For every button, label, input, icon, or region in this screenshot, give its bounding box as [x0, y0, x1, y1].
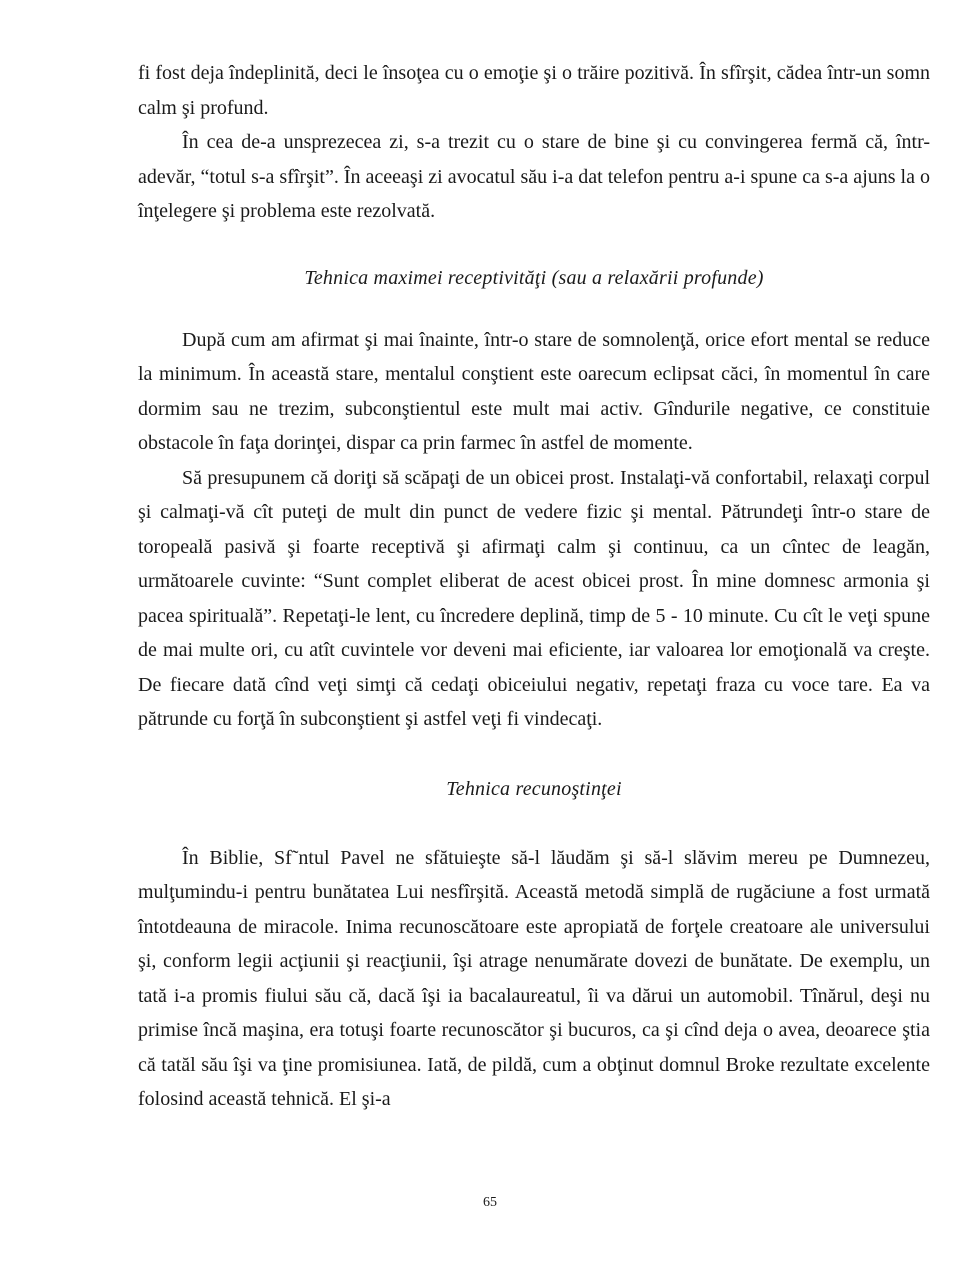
paragraph: În cea de-a unsprezecea zi, s-a trezit cu o stare de bine şi cu convingerea fermă că, într-adevăr, “totul s-a sfîrşit”. În aceeaşi zi avocatul său i-a dat telefon pentru a-i spune ca s-a ajuns la o înţelegere şi problema este rezolvată.	[138, 131, 930, 222]
paragraph: Să presupunem că doriţi să scăpaţi de un obicei prost. Instalaţi-vă confortabil, relaxaţi corpul şi calmaţi-vă cît puteţi de mult din punct de vedere fizic şi mental. Pătrundeţi într-o stare de toropeală pasivă şi foarte receptivă şi afirmaţi calm şi continuu, ca un cîntec de leagăn, următoarele cuvinte: “Sunt complet eliberat de acest obicei prost. În mine domnesc armonia şi pacea spirituală”. Repetaţi-le lent, cu încredere deplină, timp de 5 - 10 minute. Cu cît le veţi spune de mai multe ori, cu atît cuvintele vor deveni mai eficiente, iar valoarea lor emoţională va creşte. De fiecare dată cînd veţi simţi că cedaţi obiceiului negativ, repetaţi fraza cu voce tare. Ea va pătrunde cu forţă în subconştient şi astfel veţi fi vindecaţi.	[138, 466, 930, 730]
paragraph: După cum am afirmat şi mai înainte, într-o stare de somnolenţă, orice efort mental se reduce la minimum. În această stare, mentalul conştient este oarecum eclipsat căci, în momentul în care dormim sau ne trezim, subconştientul este mult mai activ. Gîndurile negative, ce constituie obstacole în faţa dorinţei, dispar ca prin farmec în astfel de momente.	[138, 328, 930, 454]
section-heading: Tehnica maximei receptivităţi (sau a relaxării profunde)	[304, 266, 764, 289]
section-heading: Tehnica recunoştinţei	[446, 777, 622, 800]
page-body	[138, 56, 930, 1117]
paragraph: În Biblie, Sf˜ntul Pavel ne sfătuieşte să-l lăudăm şi să-l slăvim mereu pe Dumnezeu, mulţumindu-i pentru bunătatea Lui nesfîrşită. Această metodă simplă de rugăciune a fost urmată întotdeauna de miracole. Inima recunoscătoare este apropiată de forţele creatoare ale universului şi, conform legii acţiunii şi reacţiunii, îşi atrage nenumărate dovezi de bunătate. De exemplu, un tată i-a promis fiului său că, dacă îşi ia bacalaureatul, îi va dărui un automobil. Tînărul, deşi nu primise încă maşina, era totuşi foarte recunoscător şi bucuros, ca şi cînd deja o avea, deoarece ştia că tatăl său îşi va ţine promisiunea. Iată, de pildă, cum a obţinut domnul Broke rezultate excelente folosind această tehnică. El şi-a	[138, 846, 930, 1110]
page-number: 65	[483, 1195, 497, 1210]
paragraph-continuation: fi fost deja îndeplinită, deci le însoţea cu o emoţie şi o trăire pozitivă. În sfîrşit, cădea într-un somn calm şi profund.	[138, 62, 930, 119]
